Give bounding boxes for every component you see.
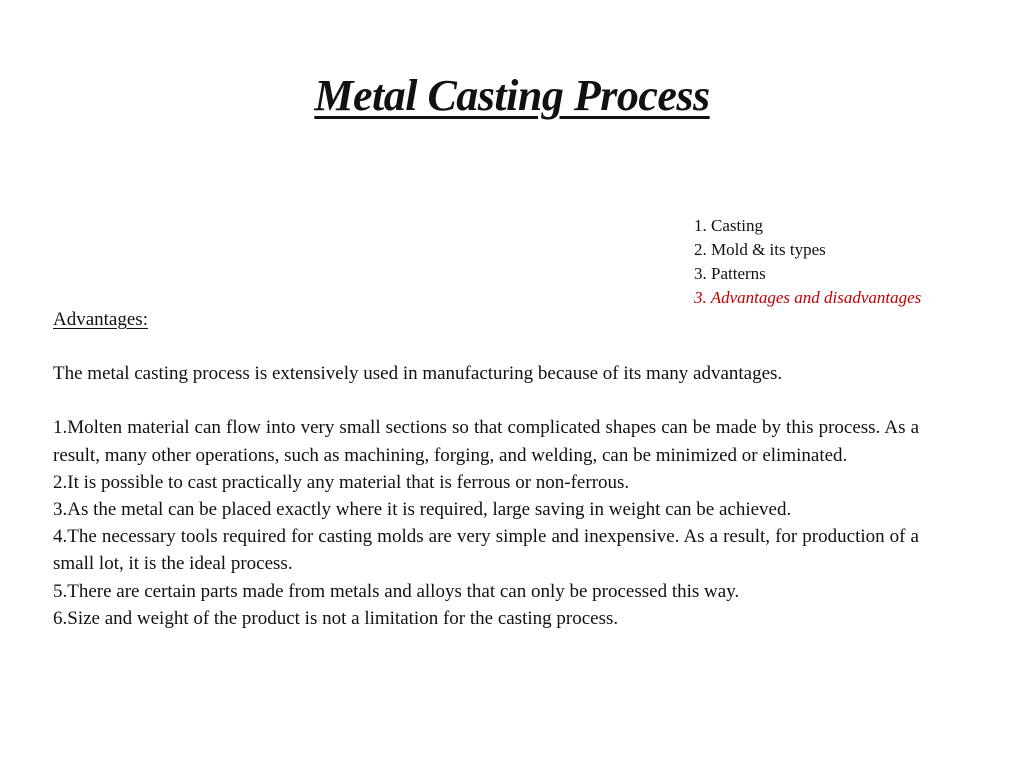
advantage-point-1: 1.Molten material can flow into very small sections so that complicated shapes can be made by this process. As a result, many other operations, such as machining, forging, and welding, can be minimized or eliminated. [53, 417, 919, 466]
advantages-list [53, 414, 919, 632]
slide-title [0, 66, 1024, 126]
advantages-section [53, 306, 919, 632]
advantage-point-6: 6.Size and weight of the product is not a limitation for the casting process. [53, 607, 619, 629]
advantage-point-5: 5.There are certain parts made from metals and alloys that can only be processed this way. [53, 580, 740, 602]
topic-item-mold-types: 2. Mold & its types [694, 240, 826, 259]
topic-item-patterns: 3. Patterns [694, 264, 766, 283]
slide-title-text: Metal Casting Process [314, 71, 710, 120]
advantage-point-2: 2.It is possible to cast practically any material that is ferrous or non-ferrous. [53, 471, 630, 493]
topic-list [694, 214, 1014, 310]
advantage-point-4: 4.The necessary tools required for casting molds are very simple and inexpensive. As a result, for production of a small lot, it is the ideal process. [53, 526, 919, 575]
topic-item-advantages-current: 3. Advantages and disadvantages [694, 288, 922, 307]
topic-item-casting: 1. Casting [694, 216, 763, 235]
advantage-point-3: 3.As the metal can be placed exactly where it is required, large saving in weight can be achieved. [53, 499, 792, 521]
advantages-heading: Advantages: [53, 309, 148, 330]
advantages-intro: The metal casting process is extensively used in manufacturing because of its many advantages. [53, 363, 783, 385]
